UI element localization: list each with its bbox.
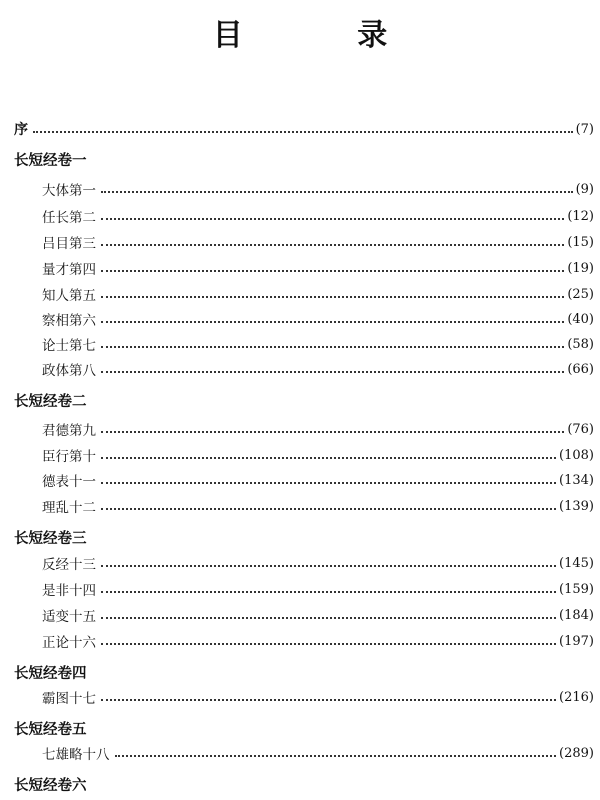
page-number: (184) xyxy=(559,607,594,623)
dot-leader xyxy=(101,457,556,459)
page-number: (216) xyxy=(559,689,594,705)
toc-entry xyxy=(42,205,594,227)
entry-title: 量才第四 xyxy=(42,262,96,278)
entry-title: 大体第一 xyxy=(42,183,96,199)
dot-leader xyxy=(101,565,556,567)
entry-title: 论士第七 xyxy=(42,338,96,354)
page-number: (66) xyxy=(567,361,594,377)
toc-entry xyxy=(42,418,594,440)
toc-entry xyxy=(42,604,594,626)
entry-title: 七雄略十八 xyxy=(42,747,110,763)
section-title: 长短经卷六 xyxy=(14,777,87,794)
dot-leader xyxy=(101,270,564,272)
dot-leader xyxy=(101,431,564,433)
page-number: (134) xyxy=(559,472,594,488)
toc-entry xyxy=(42,444,594,466)
page-number: (108) xyxy=(559,447,594,463)
entry-title: 霸图十七 xyxy=(42,691,96,707)
toc-section-heading xyxy=(14,389,594,411)
section-title: 长短经卷一 xyxy=(14,152,87,169)
toc-entry xyxy=(42,578,594,600)
dot-leader xyxy=(33,131,573,133)
page-number: (159) xyxy=(559,581,594,597)
page-number: (197) xyxy=(559,633,594,649)
toc-entry xyxy=(14,118,594,140)
entry-title: 德表十一 xyxy=(42,474,96,490)
toc-entry xyxy=(42,178,594,200)
entry-title: 反经十三 xyxy=(42,557,96,573)
section-title: 长短经卷二 xyxy=(14,393,87,410)
entry-title: 任长第二 xyxy=(42,210,96,226)
page-number: (9) xyxy=(575,181,594,197)
dot-leader xyxy=(101,296,564,298)
entry-title: 序 xyxy=(14,122,28,138)
toc-entry xyxy=(42,231,594,253)
dot-leader xyxy=(101,218,564,220)
page-number: (7) xyxy=(575,121,594,137)
entry-title: 君德第九 xyxy=(42,423,96,439)
entry-title: 政体第八 xyxy=(42,363,96,379)
page-number: (139) xyxy=(559,498,594,514)
page-number: (25) xyxy=(567,286,594,302)
entry-title: 适变十五 xyxy=(42,609,96,625)
toc-section-heading xyxy=(14,661,594,683)
section-title: 长短经卷三 xyxy=(14,530,87,547)
toc-entry xyxy=(42,333,594,355)
page-number: (76) xyxy=(567,421,594,437)
dot-leader xyxy=(101,699,556,701)
toc-entry xyxy=(42,686,594,708)
entry-title: 知人第五 xyxy=(42,288,96,304)
dot-leader xyxy=(101,643,556,645)
toc-entry xyxy=(42,469,594,491)
entry-title: 臣行第十 xyxy=(42,449,96,465)
toc-entry xyxy=(42,358,594,380)
dot-leader xyxy=(101,482,556,484)
page-number: (289) xyxy=(559,745,594,761)
toc-entry xyxy=(42,283,594,305)
dot-leader xyxy=(115,755,557,757)
toc-section-heading xyxy=(14,773,594,795)
page-number: (19) xyxy=(567,260,594,276)
section-title: 长短经卷四 xyxy=(14,665,87,682)
page-number: (40) xyxy=(567,311,594,327)
entry-title: 察相第六 xyxy=(42,313,96,329)
entry-title: 理乱十二 xyxy=(42,500,96,516)
toc-section-heading xyxy=(14,717,594,739)
entry-title: 吕目第三 xyxy=(42,236,96,252)
dot-leader xyxy=(101,617,556,619)
toc-entry xyxy=(42,495,594,517)
toc-entry xyxy=(42,257,594,279)
page-title: 目 录 xyxy=(212,18,440,53)
dot-leader xyxy=(101,591,556,593)
dot-leader xyxy=(101,371,564,373)
toc-entry xyxy=(42,630,594,652)
toc-entry xyxy=(42,308,594,330)
dot-leader xyxy=(101,191,573,193)
toc-entry xyxy=(42,552,594,574)
section-title: 长短经卷五 xyxy=(14,721,87,738)
page-number: (58) xyxy=(567,336,594,352)
entry-title: 正论十六 xyxy=(42,635,96,651)
toc-section-heading xyxy=(14,526,594,548)
dot-leader xyxy=(101,321,564,323)
toc-entry xyxy=(42,742,594,764)
dot-leader xyxy=(101,244,564,246)
page-number: (145) xyxy=(559,555,594,571)
dot-leader xyxy=(101,508,556,510)
page-number: (15) xyxy=(567,234,594,250)
entry-title: 是非十四 xyxy=(42,583,96,599)
toc-section-heading xyxy=(14,148,594,170)
page-number: (12) xyxy=(567,208,594,224)
dot-leader xyxy=(101,346,564,348)
